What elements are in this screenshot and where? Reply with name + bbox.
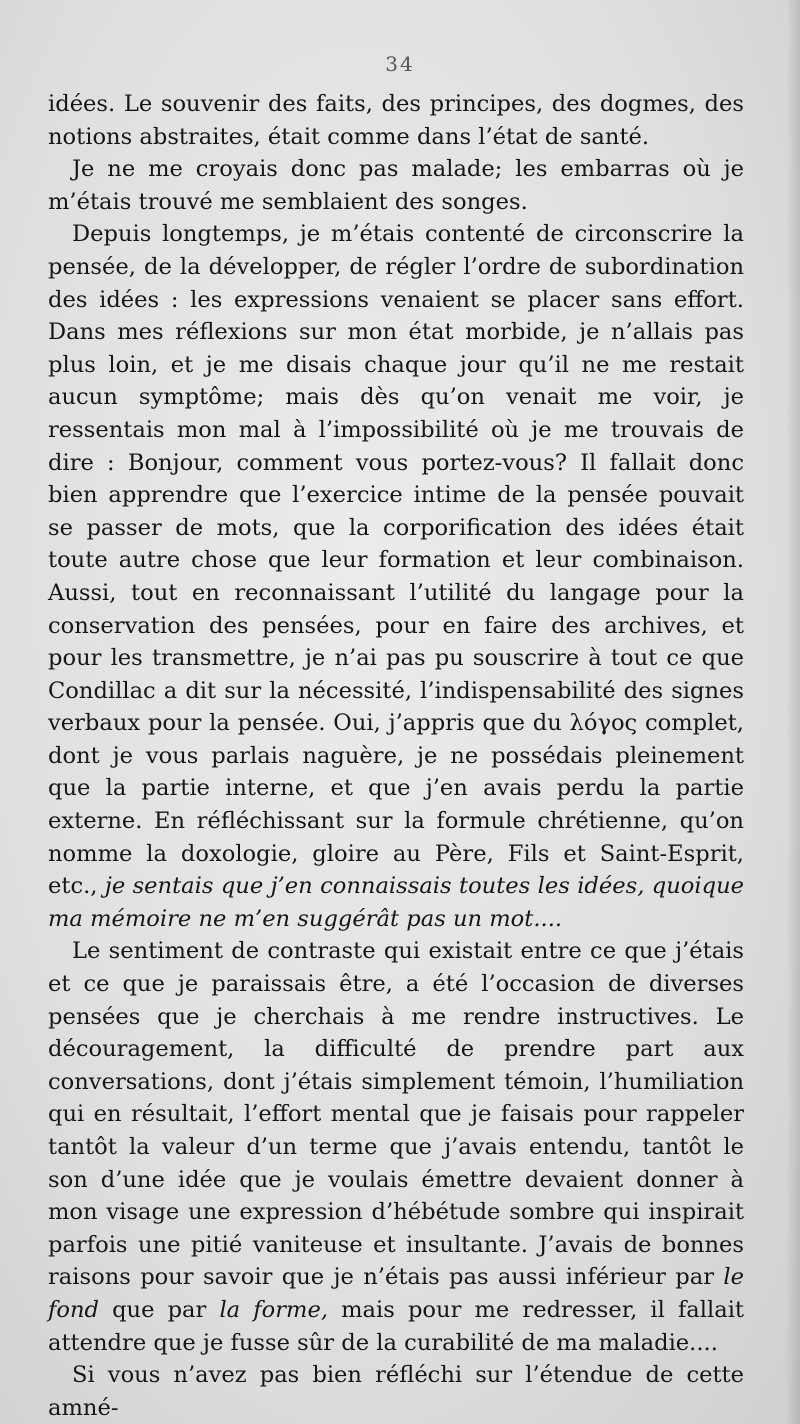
page-edge-shadow xyxy=(786,0,800,1424)
paragraph xyxy=(48,935,744,1359)
body-text xyxy=(48,88,744,1424)
text-run: idées. Le souvenir des faits, des principes, des dogmes, des notions abstraites, était comme dans l’état de santé. xyxy=(48,91,744,150)
paragraph xyxy=(48,88,744,153)
paragraph xyxy=(48,1359,744,1424)
text-run: que par xyxy=(98,1296,220,1323)
text-run: Je ne me croyais donc pas malade; les embarras où je m’étais trouvé me semblaient des songes. xyxy=(48,156,744,215)
text-run: Si vous n’avez pas bien réfléchi sur l’étendue de cette amné- xyxy=(48,1362,744,1421)
page-number: 34 xyxy=(385,52,415,76)
text-run: Le sentiment de contraste qui existait entre ce que j’étais et ce que je paraissais être, a été l’occasion de diverses pensées que je cherchais à me rendre instructives. Le découragement, la difficulté de prendre part aux conversations, dont j’étais simplement témoin, l’humiliation qui en résultait, l’effort mental que je faisais pour rappeler tantôt la valeur d’un terme que j’avais entendu, tantôt le son d’une idée que je voulais émettre devaient donner à mon visage une expression d’hébétude sombre qui inspirait parfois une pitié vaniteuse et insultante. J’avais de bonnes raisons pour savoir que je n’étais pas aussi inférieur par xyxy=(48,938,744,1291)
paragraph xyxy=(48,153,744,218)
italic-text: le fond xyxy=(48,1264,744,1323)
paragraph xyxy=(48,218,744,935)
text-run: Depuis longtemps, je m’étais contenté de circonscrire la pensée, de la développer, de régler l’ordre de subordination des idées : les expressions venaient se placer sans effort. Dans mes réflexions sur mon état morbide, je n’allais pas plus loin, et je me disais chaque jour qu’il ne me restait aucun symptôme; mais dès qu’on venait me voir, je ressentais mon mal à l’impossibilité où je me trouvais de dire : Bonjour, comment vous portez-vous? Il fallait donc bien apprendre que l’exercice intime de la pensée pouvait se passer de mots, que la corporification des idées était toute autre chose que leur formation et leur combinaison. Aussi, tout en reconnaissant l’utilité du langage pour la conservation des pensées, pour en faire des archives, et pour les transmettre, je n’ai pas pu souscrire à tout ce que Condillac a dit sur la nécessité, l’indispensabilité des signes verbaux pour la pensée. Oui, j’appris que du λόγος complet, dont je vous parlais naguère, je ne possédais pleinement que la partie interne, et que j’en avais perdu la partie externe. En réfléchissant sur la formule chrétienne, qu’on nomme la doxologie, gloire au Père, Fils et Saint-Esprit, etc., xyxy=(48,221,744,900)
italic-text: la forme, xyxy=(219,1296,329,1323)
text-run: mais pour me redresser, il fallait attendre que je fusse sûr de la curabilité de ma maladie.... xyxy=(48,1296,745,1356)
italic-text: je sentais que j’en connaissais toutes les idées, quoique ma mémoire ne m’en suggérât pas un mot.... xyxy=(48,873,744,932)
